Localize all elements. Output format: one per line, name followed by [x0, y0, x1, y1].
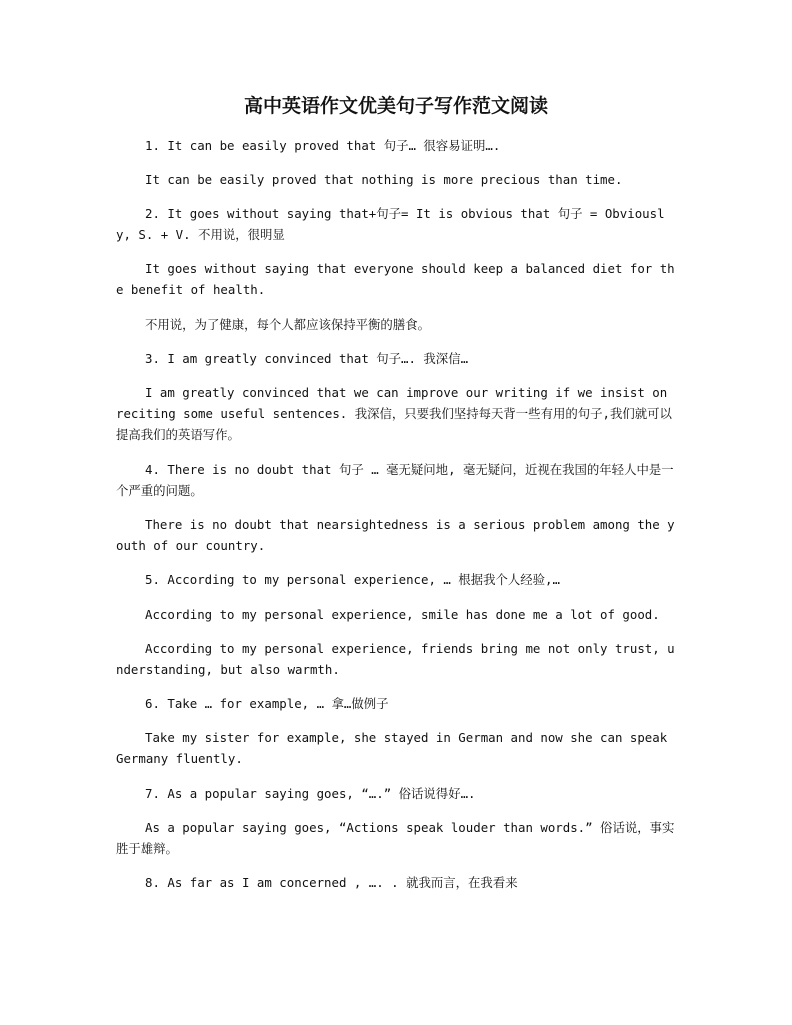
paragraph-8: 4. There is no doubt that 句子 … 毫无疑问地, 毫无疑问，近视在我国的年轻人中是一个严重的问题。: [116, 462, 674, 498]
paragraph-12: According to my personal experience, friends bring me not only trust, understanding, but also warmth.: [116, 641, 675, 677]
paragraph-1: 1. It can be easily proved that 句子… 很容易证明….: [145, 138, 501, 153]
paragraph-14: Take my sister for example, she stayed in German and now she can speak Germany fluently.: [116, 730, 668, 766]
paragraph-11: According to my personal experience, smile has done me a lot of good.: [145, 607, 660, 622]
document-title: 高中英语作文优美句子写作范文阅读: [243, 95, 548, 117]
paragraph-4: It goes without saying that everyone should keep a balanced diet for the benefit of health.: [116, 261, 675, 297]
paragraph-9: There is no doubt that nearsightedness is a serious problem among the youth of our country.: [116, 517, 675, 553]
paragraph-13: 6. Take … for example, … 拿…做例子: [145, 696, 389, 711]
paragraph-3: 2. It goes without saying that+句子= It is obvious that 句子 = Obviously, S. + V. 不用说，很明显: [116, 206, 665, 242]
paragraph-10: 5. According to my personal experience, … 根据我个人经验,…: [145, 572, 560, 587]
paragraph-15: 7. As a popular saying goes, “….” 俗话说得好….: [145, 786, 476, 801]
paragraph-7: I am greatly convinced that we can improve our writing if we insist on reciting some useful sentences. 我深信，只要我们坚持每天背一些有用的句子,我们就可以提高我们的英语写作。: [116, 385, 672, 442]
paragraph-16: As a popular saying goes, “Actions speak louder than words.” 俗话说，事实胜于雄辩。: [116, 820, 675, 856]
paragraph-5: 不用说，为了健康，每个人都应该保持平衡的膳食。: [145, 317, 430, 332]
paragraph-17: 8. As far as I am concerned , …. . 就我而言，在我看来: [145, 875, 518, 890]
paragraph-2: It can be easily proved that nothing is more precious than time.: [145, 172, 623, 187]
paragraph-6: 3. I am greatly convinced that 句子…. 我深信…: [145, 351, 469, 366]
